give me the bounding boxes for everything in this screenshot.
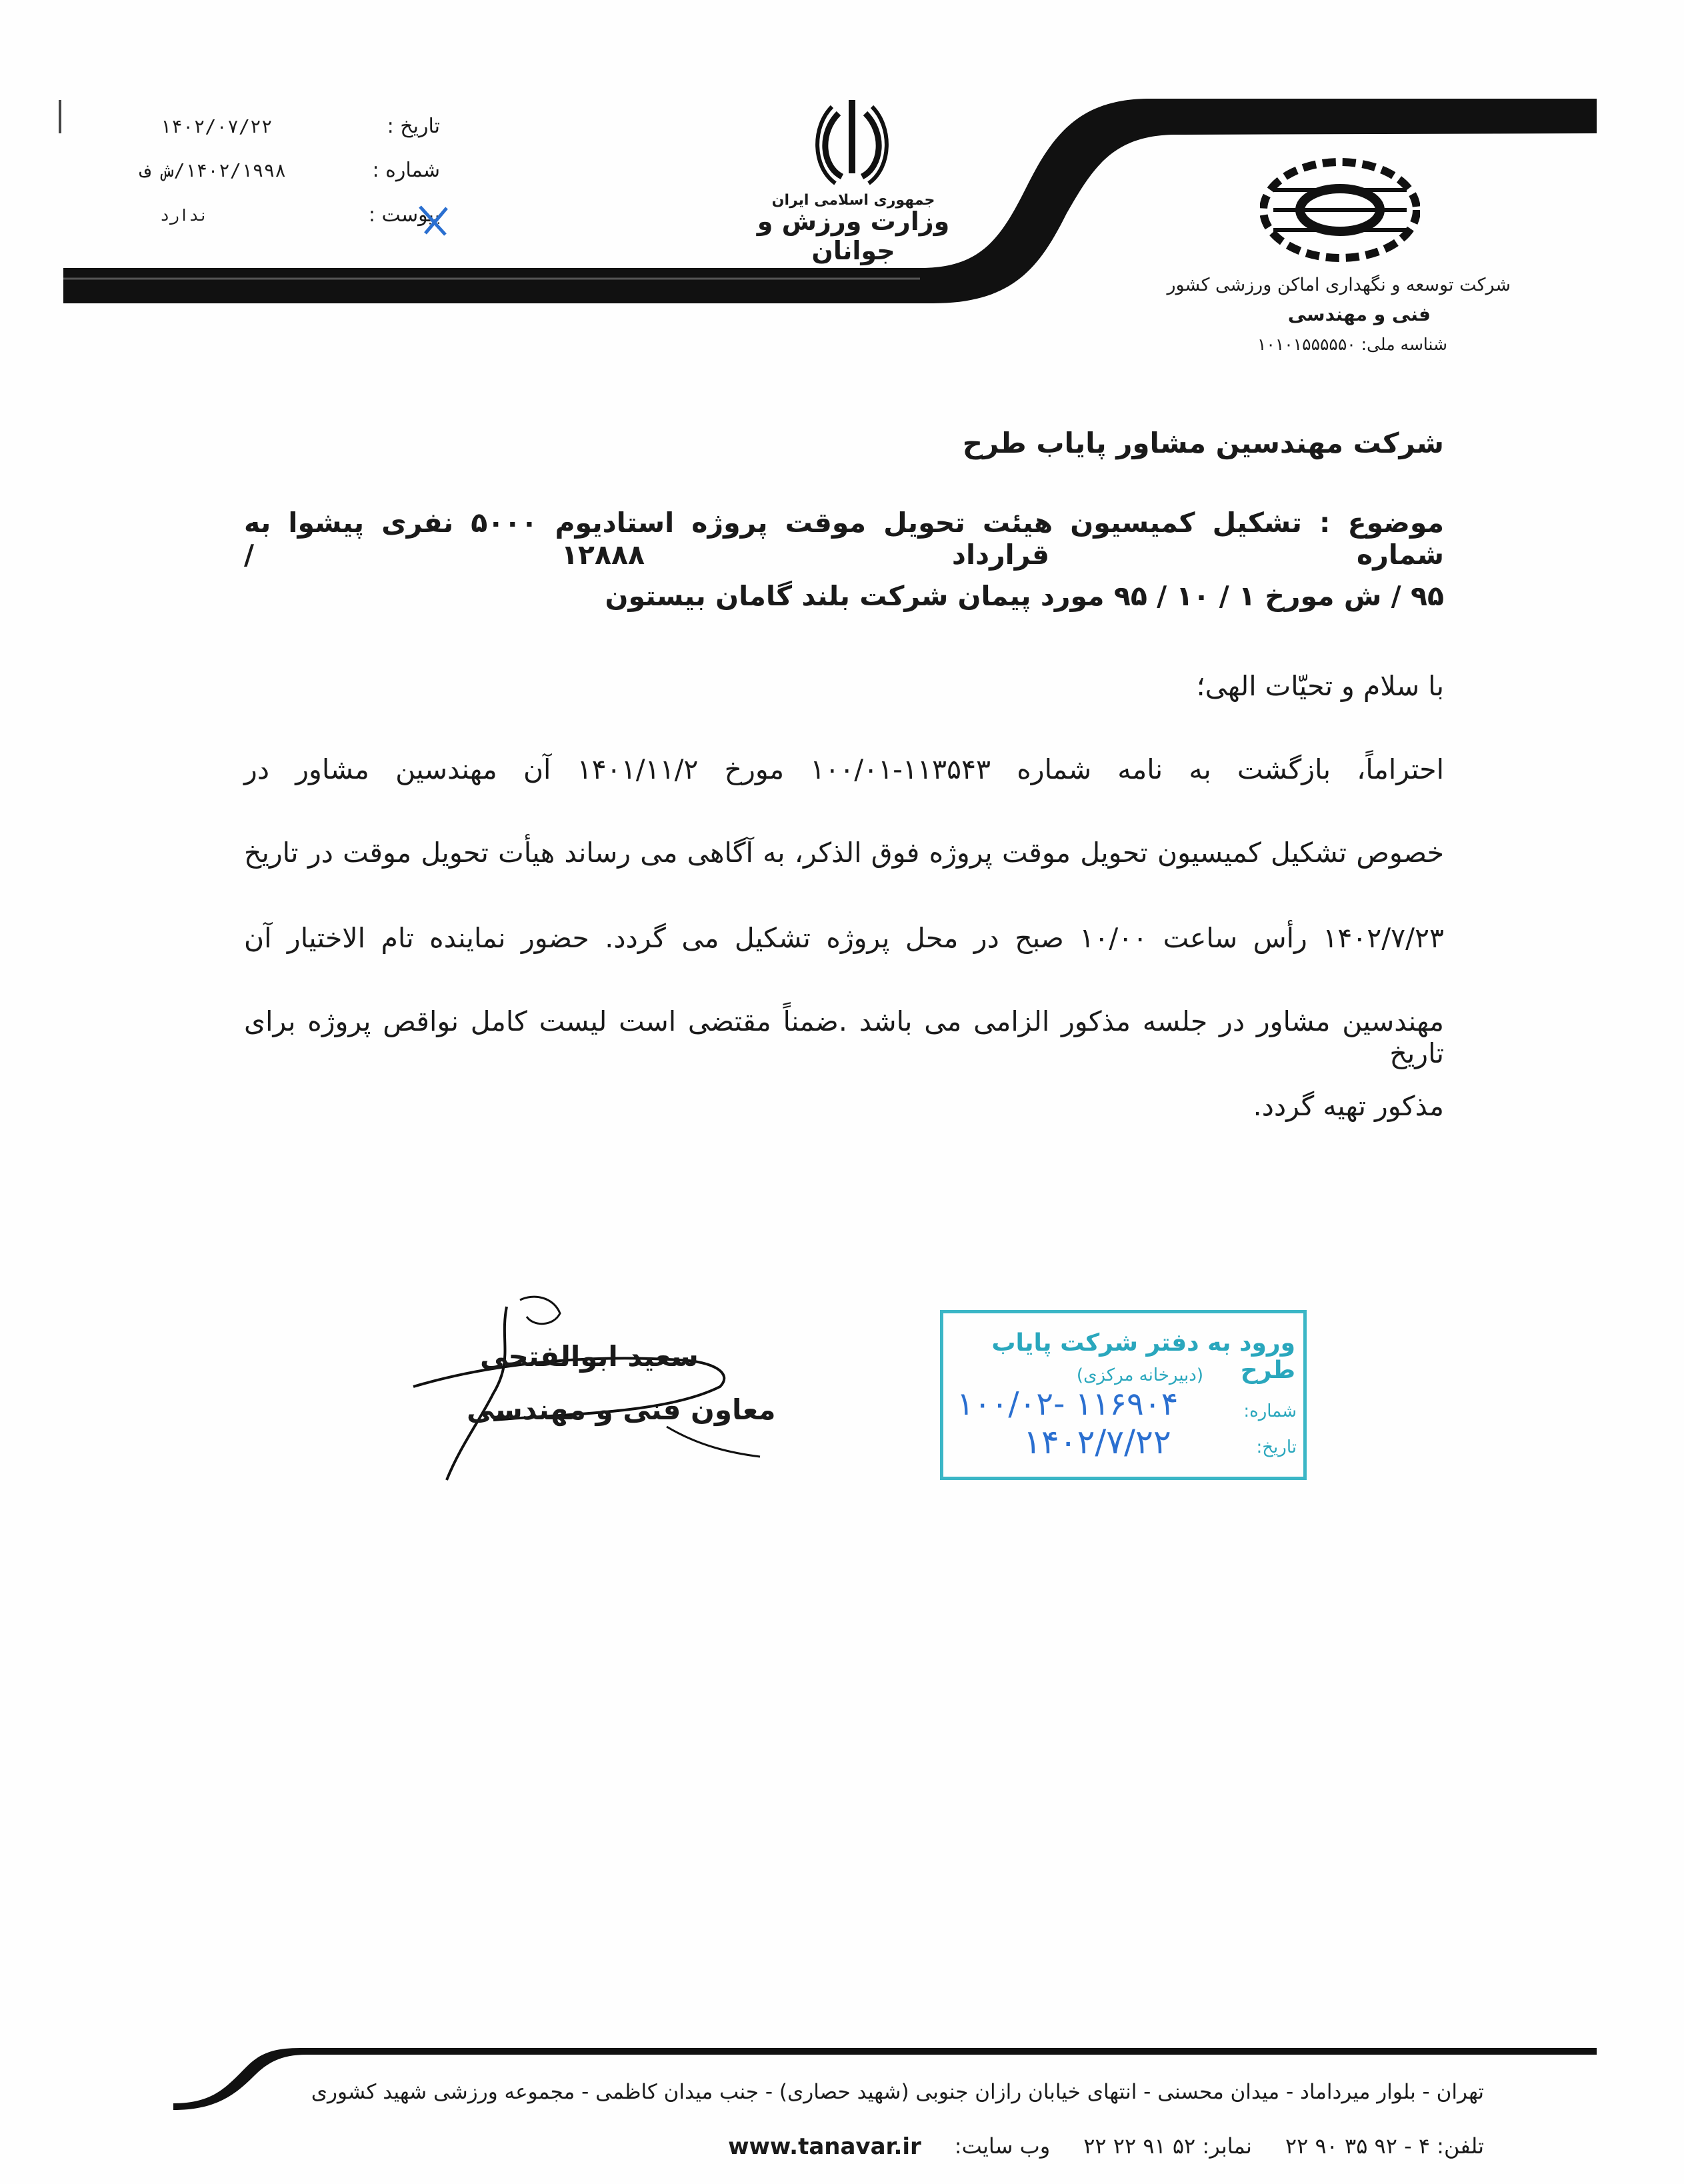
date-value: ۱۴۰۲/۰۷/۲۲ <box>160 115 273 137</box>
body-line-1: احتراماً، بازگشت به نامه شماره ۱۱۳۵۴۳-۱۰۰/۰۱ مورخ ۱۴۰۱/۱۱/۲ آن مهندسین مشاور در <box>244 753 1444 785</box>
national-id: شناسه ملی: ۱۰۱۰۱۵۵۵۵۵۰ <box>1257 335 1447 354</box>
attachment-label: پیوست : <box>368 203 440 227</box>
company-dept: فنی و مهندسی <box>1287 303 1431 325</box>
number-label: شماره : <box>372 159 440 182</box>
ministry-country: جمهوری اسلامی ایران <box>771 192 935 209</box>
subject-line-1: موضوع : تشکیل کمیسیون هیئت تحویل موقت پروژه استادیوم ۵۰۰۰ نفری پیشوا به شماره قرارداد ۱۲۸۸۸ / <box>244 507 1444 571</box>
date-row <box>160 115 440 138</box>
recipient: شرکت مهندسین مشاور پایاب طرح <box>962 427 1444 459</box>
ministry-name: وزارت ورزش و جوانان <box>757 207 950 265</box>
company-logo-icon <box>1260 157 1420 263</box>
stamp-number-label: شماره: <box>1243 1401 1297 1421</box>
body-line-2: خصوص تشکیل کمیسیون تحویل موقت پروژه فوق الذکر، به آگاهی می رساند هیأت تحویل موقت در تاریخ <box>244 837 1444 869</box>
signature-scribble <box>400 1287 776 1487</box>
footer-website-label: وب سایت: <box>954 2133 1051 2159</box>
signer-name: سعید ابوالفتحی <box>480 1340 699 1373</box>
number-value: ۱۴۰۲/۱۹۹۸/ش ف <box>140 159 287 181</box>
greeting: با سلام و تحیّات الهی؛ <box>1196 670 1444 702</box>
footer-contact <box>728 2133 1484 2160</box>
check-mark-icon <box>413 200 453 240</box>
body-line-4: مهندسین مشاور در جلسه مذکور الزامی می باشد .ضمناً مقتضی است لیست کامل نواقص پروژه برای تاریخ <box>244 1005 1444 1069</box>
company-name: شرکت توسعه و نگهداری اماکن ورزشی کشور <box>1167 275 1511 295</box>
footer-website[interactable]: www.tanavar.ir <box>728 2133 921 2160</box>
footer-phone: تلفن: ۴ - ۹۲ ۳۵ ۹۰ ۲۲ <box>1285 2133 1484 2159</box>
iran-emblem-icon <box>812 93 892 187</box>
stamp-date-value: ۱۴۰۲/۷/۲۲ <box>1023 1423 1171 1461</box>
footer-fax: نمابر: ۵۲ ۹۱ ۲۲ ۲۲ <box>1083 2133 1252 2159</box>
date-label: تاریخ : <box>387 115 440 138</box>
signer-title: معاون فنی و مهندسی <box>467 1393 776 1426</box>
stamp-title: ورود به دفتر شرکت پایاب طرح <box>991 1329 1295 1384</box>
attachment-row <box>160 203 440 227</box>
body-line-5: مذکور تهیه گردد. <box>1253 1090 1444 1122</box>
subject-line-2: ۹۵ / ش مورخ ۱ / ۱۰ / ۹۵ مورد پیمان شرکت بلند گامان بیستون <box>605 580 1444 612</box>
stamp-number-value: ۱۰۰/۰۲- ۱۱۶۹۰۴ <box>957 1385 1179 1423</box>
attachment-value: ندارد <box>160 205 209 225</box>
receipt-stamp <box>940 1310 1307 1480</box>
stamp-date-label: تاریخ: <box>1256 1437 1297 1457</box>
stamp-subtitle: (دبیرخانه مرکزی) <box>1076 1365 1203 1385</box>
body-line-3: ۱۴۰۲/۷/۲۳ رأس ساعت ۱۰/۰۰ صبح در محل پروژه تشکیل می گردد. حضور نماینده تام الاختیار آن <box>244 922 1444 954</box>
footer-address: تهران - بلوار میرداماد - میدان محسنی - انتهای خیابان رازان جنوبی (شهید حصاری) - جنب میدان کاظمی - مجموعه ورزشی شهید کشوری <box>311 2080 1484 2104</box>
number-row <box>140 159 440 182</box>
